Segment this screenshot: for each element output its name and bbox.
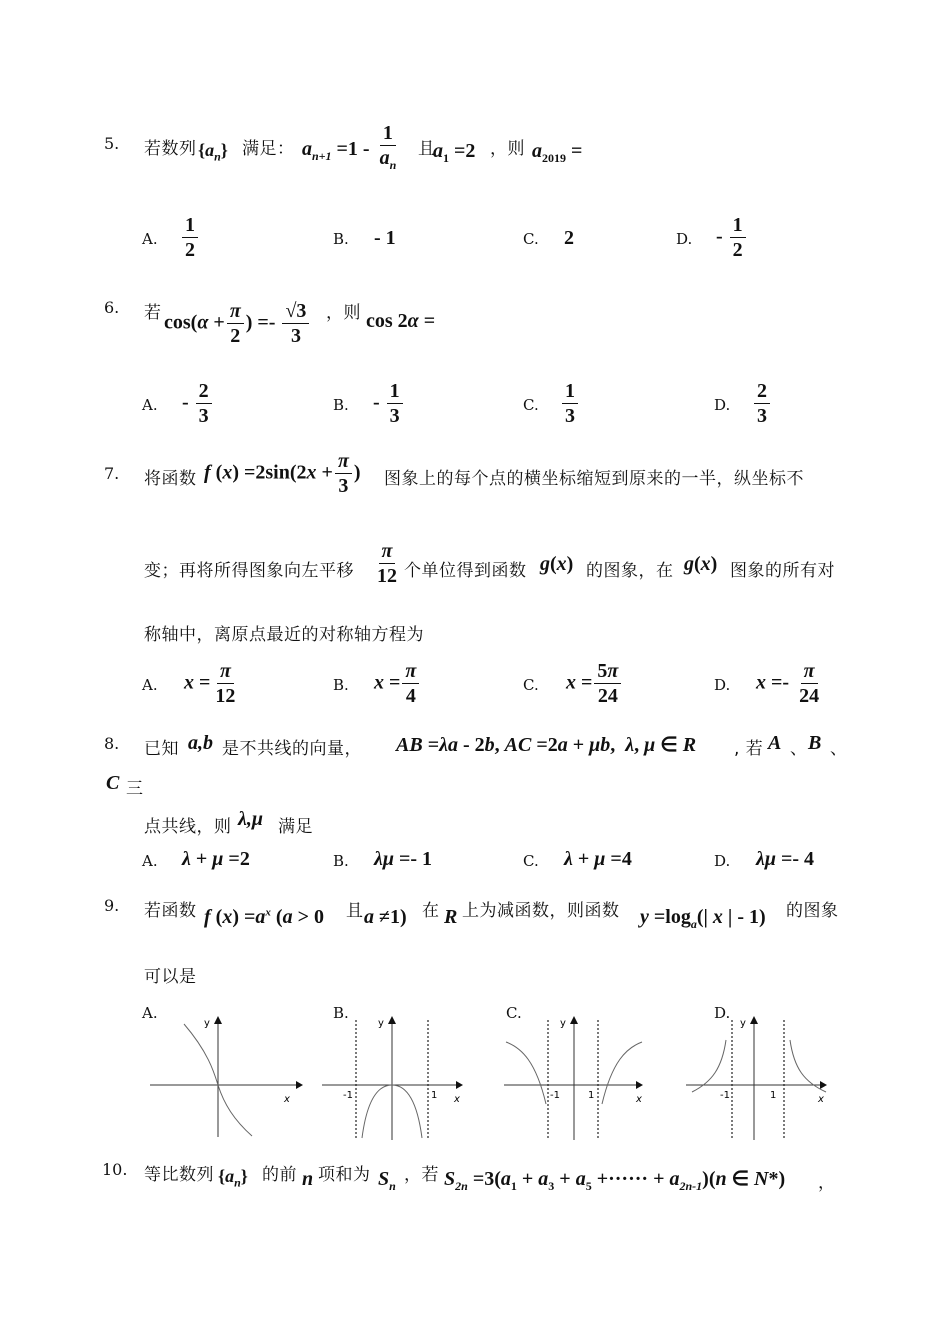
x-axis-label: x	[636, 1094, 642, 1105]
question-number: 5.	[104, 134, 120, 153]
n-symbol: n	[302, 1168, 314, 1190]
question-text: 上为减函数，则函数	[462, 901, 620, 921]
option-label: A.	[142, 396, 158, 414]
option-value: λ + μ =4	[564, 848, 632, 870]
option-value: - 1	[374, 227, 396, 249]
option-value: - $\frac{1}{2}$	[716, 214, 748, 262]
point-b: B	[808, 732, 822, 754]
y-axis-label: y	[378, 1018, 384, 1029]
function-formula: f (x) =2sin(2x + $\frac{\pi}{3}$ )	[204, 450, 361, 497]
question-text: 若数列	[144, 139, 197, 159]
option-value: - $\frac{1}{3}$	[373, 380, 405, 428]
tick-label: -1	[550, 1090, 560, 1101]
question-text: 等比数列	[144, 1165, 214, 1185]
graph-label: B.	[333, 1004, 349, 1022]
target-term: $a_{2019}$ =	[532, 140, 583, 165]
question-text: 点共线，则	[144, 817, 232, 837]
question-number: 6.	[104, 298, 120, 317]
question-text: 可以是	[144, 967, 197, 987]
question-text: 是不共线的向量，	[222, 739, 362, 759]
log-function: $y =\log_a(|$ x | - 1)	[640, 906, 766, 931]
x-axis-label: x	[284, 1094, 290, 1105]
x-axis-label: x	[454, 1094, 460, 1105]
given-condition: cos(α + $\frac{\pi}{2}$ ) =- $\frac{√3}{3}$	[164, 300, 311, 348]
question-text: 个单位得到函数	[404, 561, 527, 581]
question-text: 三	[126, 779, 144, 799]
option-label: B.	[333, 230, 349, 248]
question-text: 若	[144, 303, 162, 323]
question-number: 7.	[104, 464, 120, 483]
option-value: λ + μ =2	[182, 848, 250, 870]
function-g: g(x)	[684, 553, 718, 575]
sequence-symbol: $\{a_n\}$	[198, 140, 228, 164]
option-value: 2	[564, 227, 574, 249]
option-value: $\frac{1}{3}$	[560, 380, 580, 428]
question-text: , 若	[734, 739, 764, 759]
tick-label: 1	[431, 1090, 438, 1101]
question-text: 若函数	[144, 901, 197, 921]
option-label: C.	[523, 230, 539, 248]
parameters: λ,μ	[238, 808, 263, 830]
question-text: 项和为	[318, 1165, 371, 1185]
question-text: 的图象	[786, 901, 839, 921]
question-text: 图象的所有对	[730, 561, 835, 581]
function-g: g(x)	[540, 553, 574, 575]
graph-d	[682, 1012, 838, 1142]
question-text: ，若	[404, 1165, 439, 1185]
option-value: λμ =- 4	[756, 848, 815, 870]
collinear-condition: AB =λa - 2b, AC =2a + μb, λ, μ ∈ R	[396, 734, 697, 756]
graph-a	[146, 1012, 306, 1142]
question-text: 在	[422, 901, 440, 921]
question-text: ，则	[326, 303, 361, 323]
option-label: A.	[142, 230, 158, 248]
partial-sum: $S_n$	[378, 1168, 396, 1193]
option-value: - $\frac{2}{3}$	[182, 380, 214, 428]
option-value: $\frac{1}{2}$	[180, 214, 200, 262]
option-label: D.	[714, 676, 731, 694]
question-text: ，则	[490, 139, 525, 159]
option-value: $\frac{2}{3}$	[752, 380, 772, 428]
sequence-symbol: $\{a_n\}$	[218, 1166, 248, 1190]
option-label: B.	[333, 852, 349, 870]
base-condition: a ≠1)	[364, 906, 407, 928]
option-value: λμ =- 1	[374, 848, 433, 870]
question-number: 10.	[102, 1160, 128, 1179]
question-text: 称轴中，离原点最近的对称轴方程为	[144, 625, 424, 645]
graph-b	[318, 1012, 474, 1142]
y-axis-label: y	[740, 1018, 746, 1029]
target-expression: cos 2α =	[366, 310, 436, 332]
option-label: A.	[142, 852, 158, 870]
option-label: D.	[714, 852, 731, 870]
recurrence-formula: $a_{n+1} =1$ - $\frac{1}{a_n}$	[302, 122, 397, 172]
question-text: 图象上的每个点的横坐标缩短到原来的一半，纵坐标不	[384, 469, 804, 489]
question-number: 9.	[104, 896, 120, 915]
sum-condition: $S_{2n} =3(a_1 + a_3 + a_5$ +······ + $a_{2n-1})(n$ ∈ N*)	[444, 1168, 786, 1193]
tick-label: -1	[720, 1090, 730, 1101]
vectors: a,b	[188, 732, 213, 754]
option-value: x = $\frac{\pi}{12}$	[184, 660, 236, 707]
option-label: D.	[676, 230, 693, 248]
initial-term: $a_1 =2$	[433, 140, 476, 165]
question-text: 的图象，在	[586, 561, 674, 581]
separator: 、	[830, 739, 848, 759]
option-label: B.	[333, 676, 349, 694]
graph-label: D.	[714, 1004, 731, 1022]
real-set: R	[444, 906, 458, 928]
option-label: C.	[523, 676, 539, 694]
question-text: 已知	[144, 739, 179, 759]
tick-label: 1	[588, 1090, 595, 1101]
question-number: 8.	[104, 734, 120, 753]
question-text: 满足	[278, 817, 313, 837]
graph-label: A.	[142, 1004, 158, 1022]
y-axis-label: y	[560, 1018, 566, 1029]
question-text: 且	[346, 901, 364, 921]
question-text: 变；再将所得图象向左平移	[144, 561, 354, 581]
question-text: 满足：	[242, 139, 295, 159]
shift-amount: $\frac{\pi}{12}$	[377, 540, 397, 587]
x-axis-label: x	[818, 1094, 824, 1105]
option-label: D.	[714, 396, 731, 414]
point-c: C	[106, 772, 120, 794]
function-formula: f $(x) =a^x$ (a > 0	[204, 906, 324, 928]
separator: 、	[790, 739, 808, 759]
question-text: 且	[418, 139, 436, 159]
question-text: 将函数	[144, 469, 197, 489]
option-label: C.	[523, 852, 539, 870]
option-value: x = $\frac{\pi}{4}$	[374, 660, 421, 708]
y-axis-label: y	[204, 1018, 210, 1029]
graph-c	[500, 1012, 656, 1142]
tick-label: -1	[343, 1090, 353, 1101]
option-value: x =- $\frac{\pi}{24}$	[756, 660, 820, 707]
point-a: A	[768, 732, 782, 754]
option-label: C.	[523, 396, 539, 414]
question-text: 的前	[262, 1165, 297, 1185]
question-text: ，	[818, 1173, 836, 1193]
option-label: B.	[333, 396, 349, 414]
graph-label: C.	[506, 1004, 522, 1022]
option-value: x = $\frac{5\pi}{24}$	[566, 660, 623, 708]
tick-label: 1	[770, 1090, 777, 1101]
option-label: A.	[142, 676, 158, 694]
